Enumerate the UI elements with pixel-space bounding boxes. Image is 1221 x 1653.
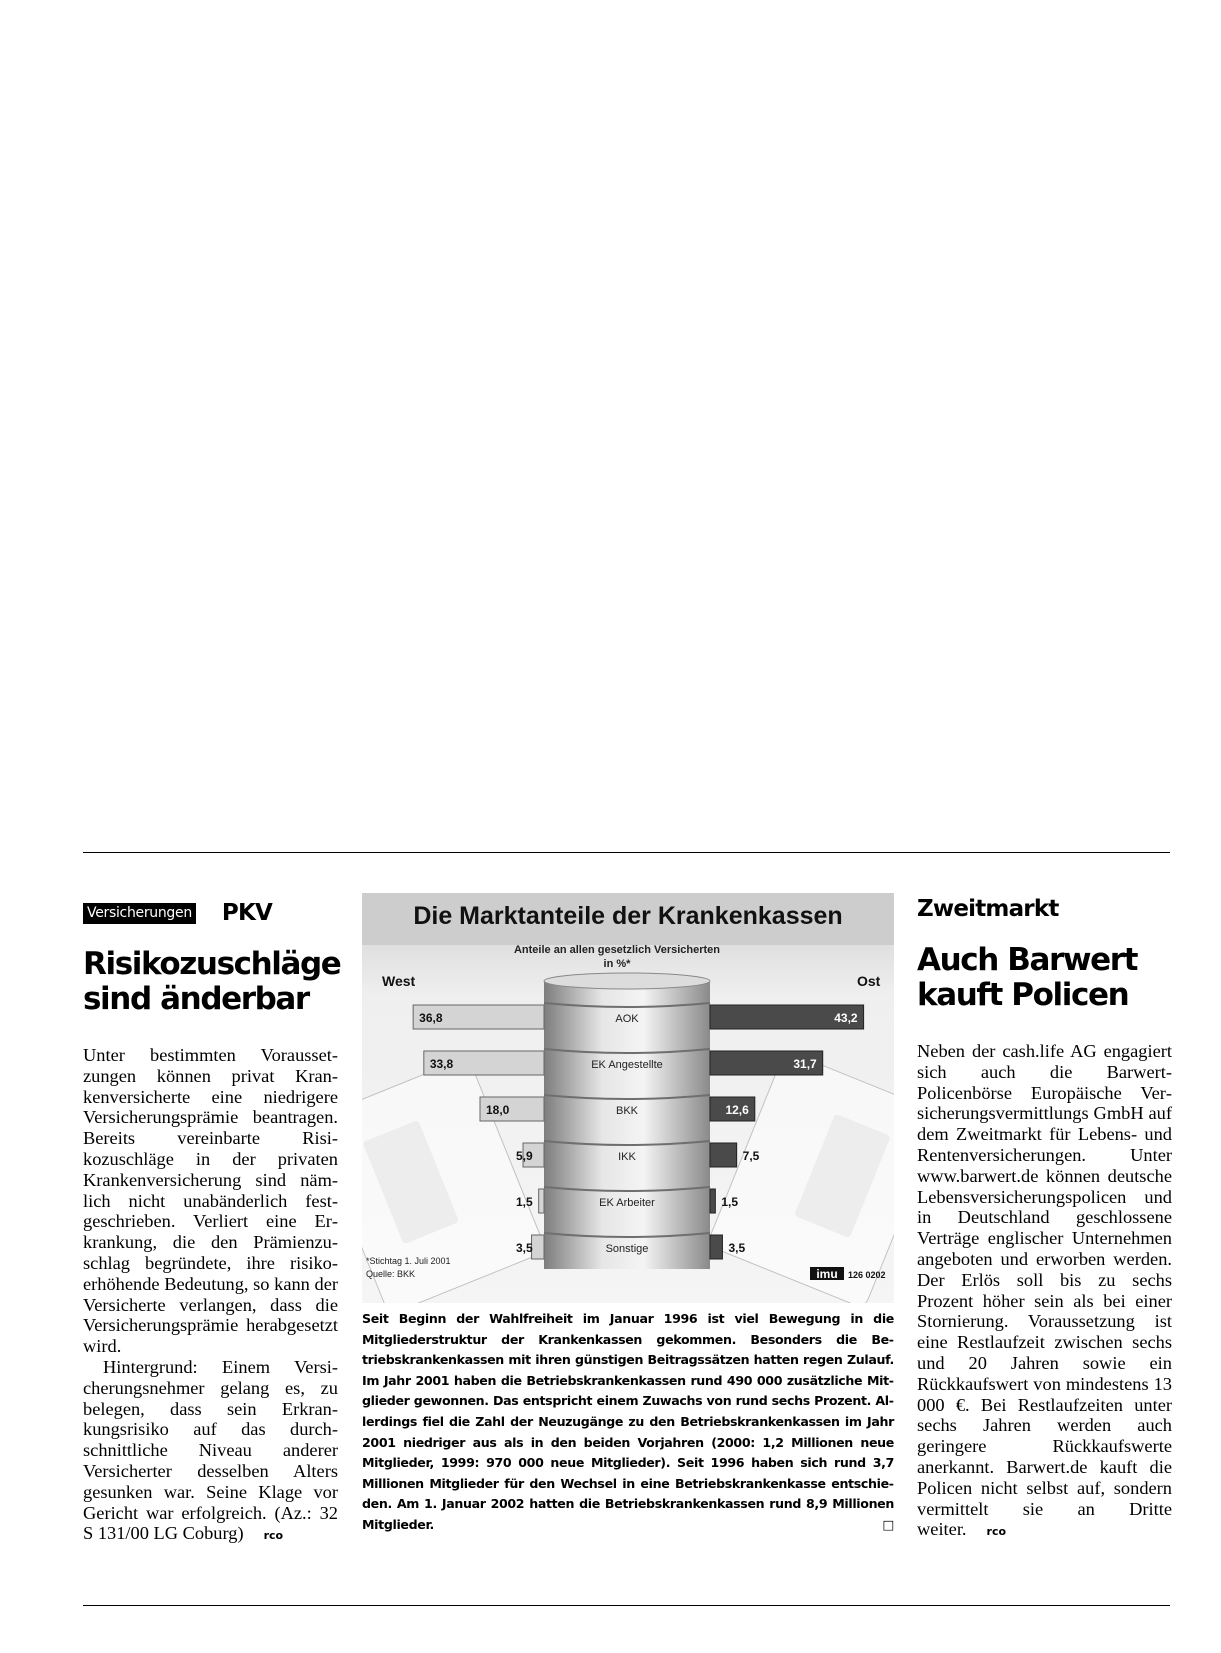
paragraph: Unter bestimmten Voraussetzungen können privat Krankenversicherte eine niedrigere Versicherungsprämie beantragen. Bereits vereinbarte Risikozuschläge in der privaten Krankenversicherung sind nämlich nicht unabänderlich festgeschrieben. Verliert eine Erkrankung, die den Prämienzuschlag begründete, ihre risikoerhöhende Bedeutung, so kann der Versicherte verlangen, dass die Versicherungsprämie herabgesetzt wird. xyxy=(83,1045,338,1357)
paragraph-text: Hintergrund: Einem Versicherungsnehmer gelang es, zu belegen, dass sein Erkrankungsrisiko auf das durchschnittliche Niveau anderer Versicherter desselben Alters gesunken war. Seine Klage vor Gericht war erfolgreich. (Az.: 32 S 131/00 LG Coburg) xyxy=(83,1356,338,1544)
bar-label-east: 12,6 xyxy=(725,1103,749,1117)
chart-source: Quelle: BKK xyxy=(366,1269,416,1279)
chart-code: 126 0202 xyxy=(848,1270,886,1280)
bar-label-west: 3,5 xyxy=(516,1241,533,1255)
chart-subtitle: Anteile an allen gesetzlich Versicherten xyxy=(513,944,721,956)
kicker-row xyxy=(83,897,338,929)
kicker-row xyxy=(917,893,1172,925)
bar-label-west: 18,0 xyxy=(486,1103,510,1117)
category-label: BKK xyxy=(615,1105,639,1117)
bottom-rule xyxy=(83,1605,1170,1606)
bar-label-west: 33,8 xyxy=(429,1057,454,1071)
category-label: AOK xyxy=(615,1013,639,1025)
chart-figure xyxy=(362,893,894,1303)
bar-label-west: 5,9 xyxy=(516,1149,533,1163)
article-pkv xyxy=(83,897,341,1547)
top-rule xyxy=(83,852,1170,853)
article-kicker: Zweitmarkt xyxy=(917,896,1059,922)
bar-label-east: 1,5 xyxy=(721,1195,739,1209)
author-signature: rco xyxy=(986,1525,1007,1539)
chart-caption xyxy=(362,1309,894,1536)
bar-label-west: 1,5 xyxy=(516,1195,533,1209)
headline-line: Risikozuschläge xyxy=(83,946,341,982)
chart-title: Die Marktanteile der Krankenkassen xyxy=(413,902,843,930)
article-body xyxy=(917,1041,1172,1543)
infographic xyxy=(362,893,894,1536)
section-tag: Versicherungen xyxy=(83,903,196,924)
paragraph xyxy=(83,1357,338,1547)
bar-east xyxy=(710,1189,715,1213)
west-label: West xyxy=(382,973,416,989)
chart-subtitle: in %* xyxy=(603,958,631,970)
category-label: EK Arbeiter xyxy=(599,1197,655,1209)
bar-west xyxy=(539,1189,544,1213)
author-signature: rco xyxy=(263,1529,284,1543)
article-body xyxy=(83,1045,338,1547)
article-zweitmarkt xyxy=(917,893,1172,1543)
article-kicker: PKV xyxy=(221,900,272,926)
paragraph-text: Neben der cash.life AG engagiert sich auch die Barwert-Policenbörse Europäische Versicherungsvermittlungs GmbH auf dem Zweitmarkt für Lebens- und Rentenversicherungen. Unter www.barwert.de können deutsche Lebensversicherungspolicen und in Deutschland geschlossene Verträge englischer Unternehmen angeboten und erworben werden. Der Erlös soll bis zu sechs Prozent höher sein als bei einer Stornierung. Voraussetzung ist eine Restlaufzeit zwischen sechs und 20 Jahren sowie ein Rückkaufswert von mindestens 13 000 €. Bei Restlaufzeiten unter sechs Jahren werden auch geringere Rückkaufswerte anerkannt. Barwert.de kauft die Policen nicht selbst auf, sondern vermittelt sie an Dritte weiter. xyxy=(917,1041,1172,1540)
category-label: EK Angestellte xyxy=(591,1059,663,1071)
east-label: Ost xyxy=(857,973,881,989)
bar-label-east: 7,5 xyxy=(742,1149,760,1163)
bar-east xyxy=(710,1235,722,1259)
headline-line: Auch Barwert xyxy=(917,942,1138,978)
headline-line: sind änderbar xyxy=(83,981,309,1017)
category-label: Sonstige xyxy=(605,1243,649,1255)
article-headline xyxy=(83,946,341,1017)
chart-footnote: *Stichtag 1. Juli 2001 xyxy=(366,1256,451,1266)
logo: imu xyxy=(816,1267,838,1281)
cylinder-top xyxy=(544,973,710,989)
caption-text: Seit Beginn der Wahlfreiheit im Januar 1996 ist viel Bewegung in die Mitgliederstruktur der Krankenkassen gekommen. Besonders die Betriebskrankenkassen mit ihren günstigen Beitragssätzen hatten regen Zulauf. Im Jahr 2001 haben die Betriebskrankenkassen rund 490 000 zusätzliche Mitglieder gewonnen. Das entspricht einem Zuwachs von rund sechs Prozent. Allerdings fiel die Zahl der Neuzugänge zu den Betriebskrankenkassen im Jahr 2001 niedriger aus als in den beiden Vorjahren (2000: 1,2 Millionen neue Mitglieder, 1999: 970 000 neue Mitglieder). Seit 1996 haben sich rund 3,7 Millionen Mitglieder für den Wechsel in eine Betriebskrankenkasse entschieden. Am 1. Januar 2002 hatten die Betriebskrankenkassen rund 8,9 Millionen Mitglieder. xyxy=(362,1311,894,1532)
bar-label-east: 3,5 xyxy=(728,1241,746,1255)
bar-east xyxy=(710,1143,737,1167)
category-label: IKK xyxy=(618,1151,636,1163)
bar-west xyxy=(532,1235,544,1259)
bar-label-east: 43,2 xyxy=(834,1011,858,1025)
end-mark: □ xyxy=(882,1516,894,1532)
article-headline xyxy=(917,943,1172,1013)
chart-svg xyxy=(362,893,894,1303)
bar-label-east: 31,7 xyxy=(793,1057,817,1071)
bar-label-west: 36,8 xyxy=(419,1011,443,1025)
headline-line: kauft Policen xyxy=(917,977,1129,1013)
paragraph xyxy=(917,1041,1172,1543)
